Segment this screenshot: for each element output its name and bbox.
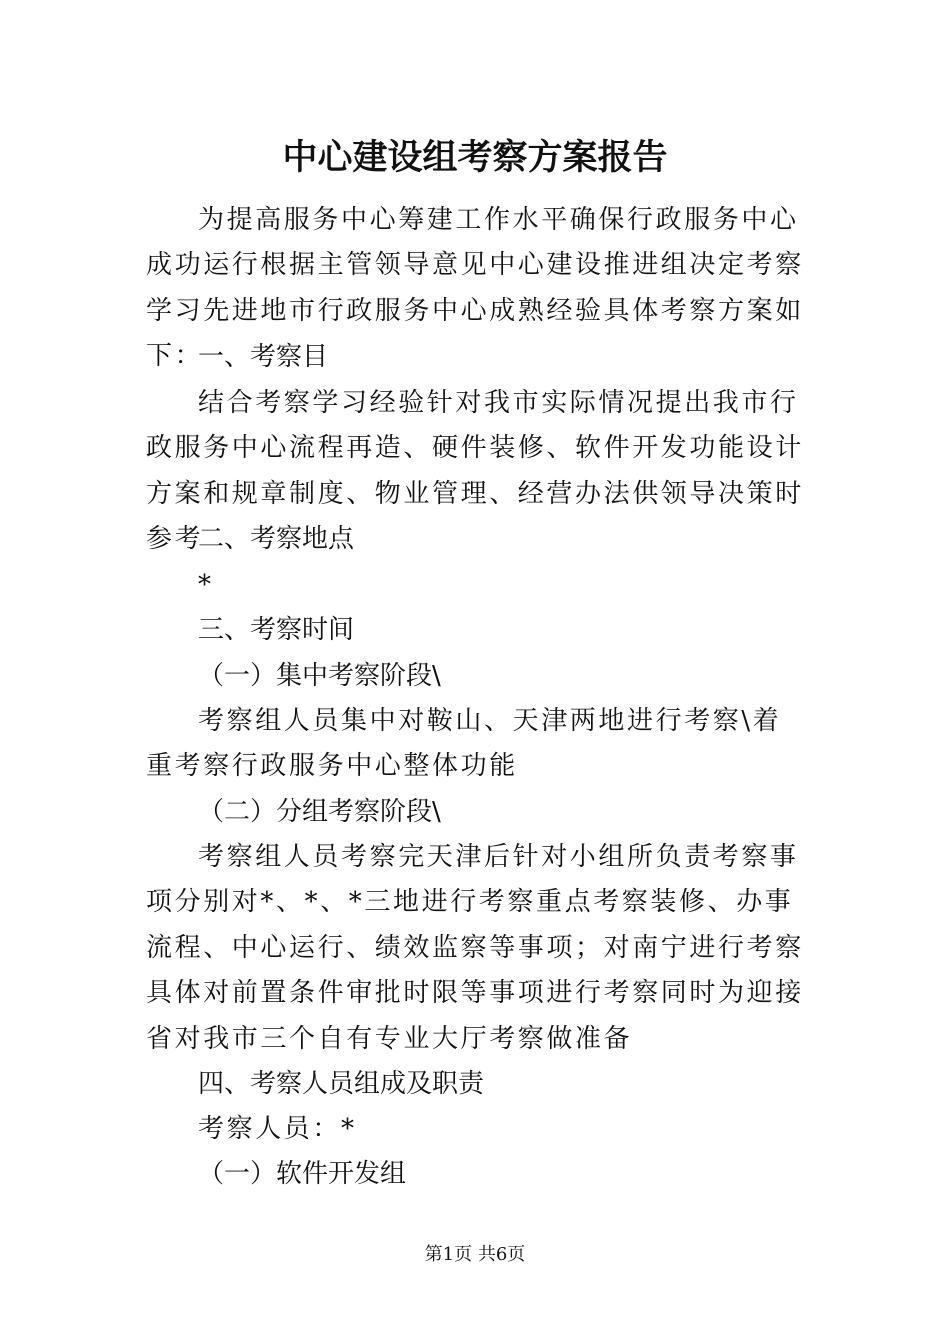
phase1-heading: （一）集中考察阶段\ (198, 661, 441, 691)
intro-paragraph: 为提高服务中心筹建工作水平确保行政服务中心成功运行根据主管领导意见中心建设推进组决定考察学习先进地市行政服务中心成熟经验具体考察方案如下： (146, 205, 804, 372)
section1-paragraph: 结合考察学习经验针对我市实际情况提出我市行政服务中心流程再造、硬件装修、软件开发功能设计方案和规章制度、物业管理、经营办法供领导决策时参考 (146, 388, 804, 555)
phase1-paragraph: 考察组人员集中对鞍山、天津两地进行考察\着重考察行政服务中心整体功能 (146, 706, 782, 782)
phase2-heading: （二）分组考察阶段\ (198, 797, 441, 827)
section1-heading: 一、考察目 (198, 342, 329, 372)
page-footer: 第1页 共6页 (424, 1244, 526, 1265)
phase2-paragraph: 考察组人员考察完天津后针对小组所负责考察事项分别对*、*、*三地进行考察重点考察装修、办事流程、中心运行、绩效监察等事项；对南宁进行考察具体对前置条件审批时限等事项进行考察同时为迎接省对我市三个自有专业大厅考察做准备 (146, 842, 804, 1054)
group1-heading: （一）软件开发组 (198, 1159, 407, 1189)
section3-heading: 三、考察时间 (198, 615, 355, 645)
section2-paragraph: * (198, 570, 214, 600)
section2-heading: 二、考察地点 (198, 524, 355, 554)
members-line: 考察人员：* (198, 1114, 357, 1144)
section4-heading: 四、考察人员组成及职责 (198, 1069, 485, 1099)
page-title: 中心建设组考察方案报告 (282, 138, 668, 178)
